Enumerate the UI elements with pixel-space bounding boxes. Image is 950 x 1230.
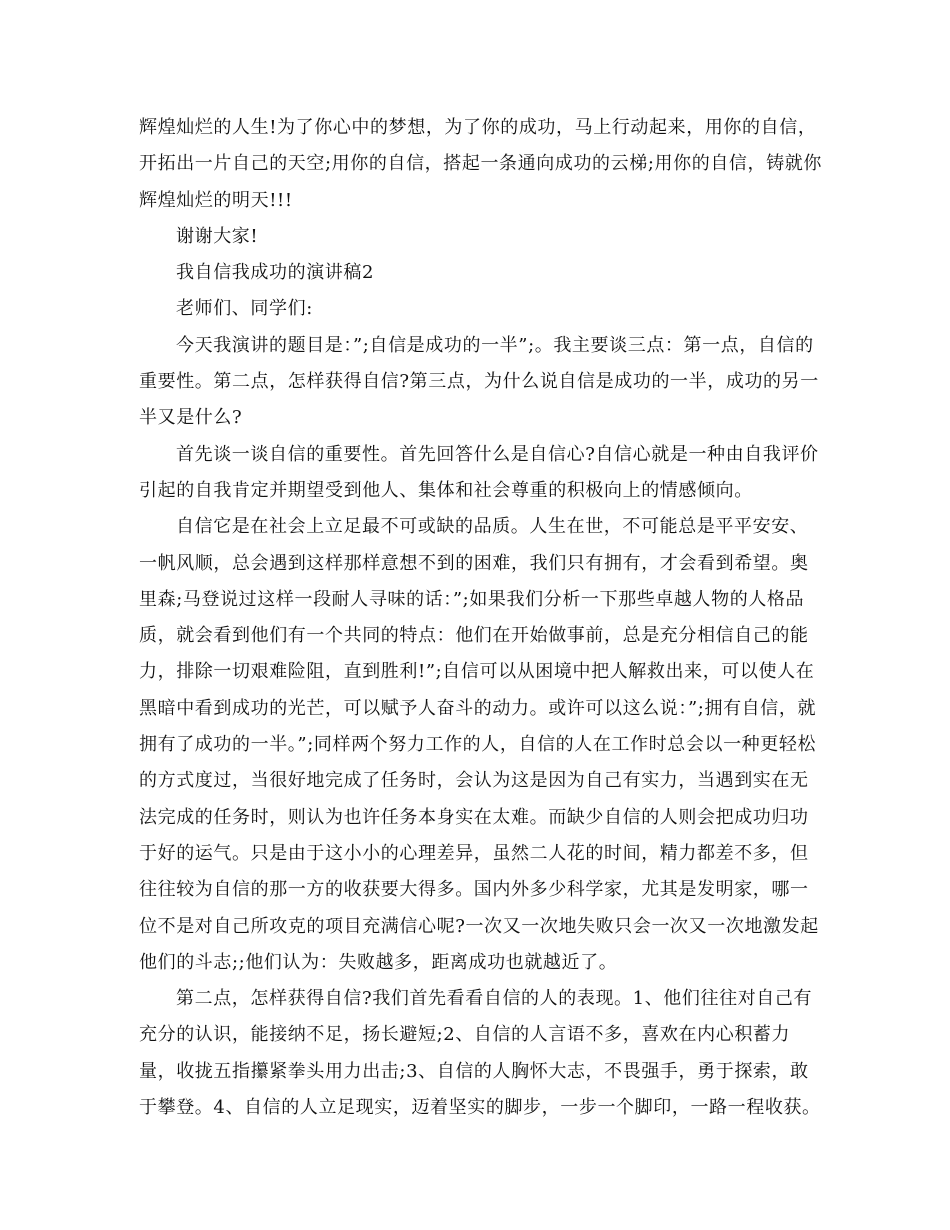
salutation: 老师们、同学们: bbox=[176, 298, 313, 320]
paragraph-topic: 今天我演讲的题目是：”;自信是成功的一半”;。我主要谈三点：第一点，自信的重要性。第二点，怎样获得自信?第三点，为什么说自信是成功的一半，成功的另一半又是什么? bbox=[139, 334, 819, 429]
paragraph-quality: 自信它是在社会上立足最不可或缺的品质。人生在世，不可能总是平平安安、一帆风顺，总会遇到这样那样意想不到的困难，我们只有拥有，才会看到希望。奥里森;马登说过这样一段耐人寻味的话：”;如果我们分析一下那些卓越人物的人格品质，就会看到他们有一个共同的特点：他们在开始做事前，总是充分相信自己的能力，排除一切艰难险阻，直到胜利!”;自信可以从困境中把人解救出来，可以使人在黑暗中看到成功的光芒，可以赋予人奋斗的动力。或许可以这么说：”;拥有自信，就拥有了成功的一半。”;同样两个努力工作的人，自信的人在工作时总会以一种更轻松的方式度过，当很好地完成了任务时，会认为这是因为自己有实力，当遇到实在无法完成的任务时，则认为也许任务本身实在太难。而缺少自信的人则会把成功归功于好的运气。只是由于这小小的心理差异，虽然二人花的时间，精力都差不多，但往往较为自信的那一方的收获要大得多。国内外多少科学家，尤其是发明家，哪一位不是对自己所攻克的项目充满信心呢?一次又一次地失败只会一次又一次地激发起他们的斗志;;他们认为：失败越多，距离成功也就越近了。 bbox=[139, 516, 819, 973]
paragraph-thanks: 谢谢大家! bbox=[176, 225, 259, 247]
paragraph-point-two: 第二点，怎样获得自信?我们首先看看自信的人的表现。1、他们往往对自己有充分的认识，能接纳不足，扬长避短;2、自信的人言语不多，喜欢在内心积蓄力量，收拢五指攥紧拳头用力出击;3、自信的人胸怀大志，不畏强手，勇于探索，敢于攀登。4、自信的人立足现实，迈着坚实的脚步，一步一个脚印，一路一程收获。 bbox=[139, 988, 821, 1119]
speech-title: 我自信我成功的演讲稿2 bbox=[176, 262, 375, 284]
paragraph-importance: 首先谈一谈自信的重要性。首先回答什么是自信心?自信心就是一种由自我评价引起的自我肯定并期望受到他人、集体和社会尊重的积极向上的情感倾向。 bbox=[139, 443, 819, 501]
paragraph-1: 辉煌灿烂的人生!为了你心中的梦想，为了你的成功，马上行动起来，用你的自信，开拓出一片自己的天空;用你的自信，搭起一条通向成功的云梯;用你的自信，铸就你辉煌灿烂的明天!!! bbox=[139, 117, 822, 211]
body-text bbox=[139, 110, 824, 1126]
